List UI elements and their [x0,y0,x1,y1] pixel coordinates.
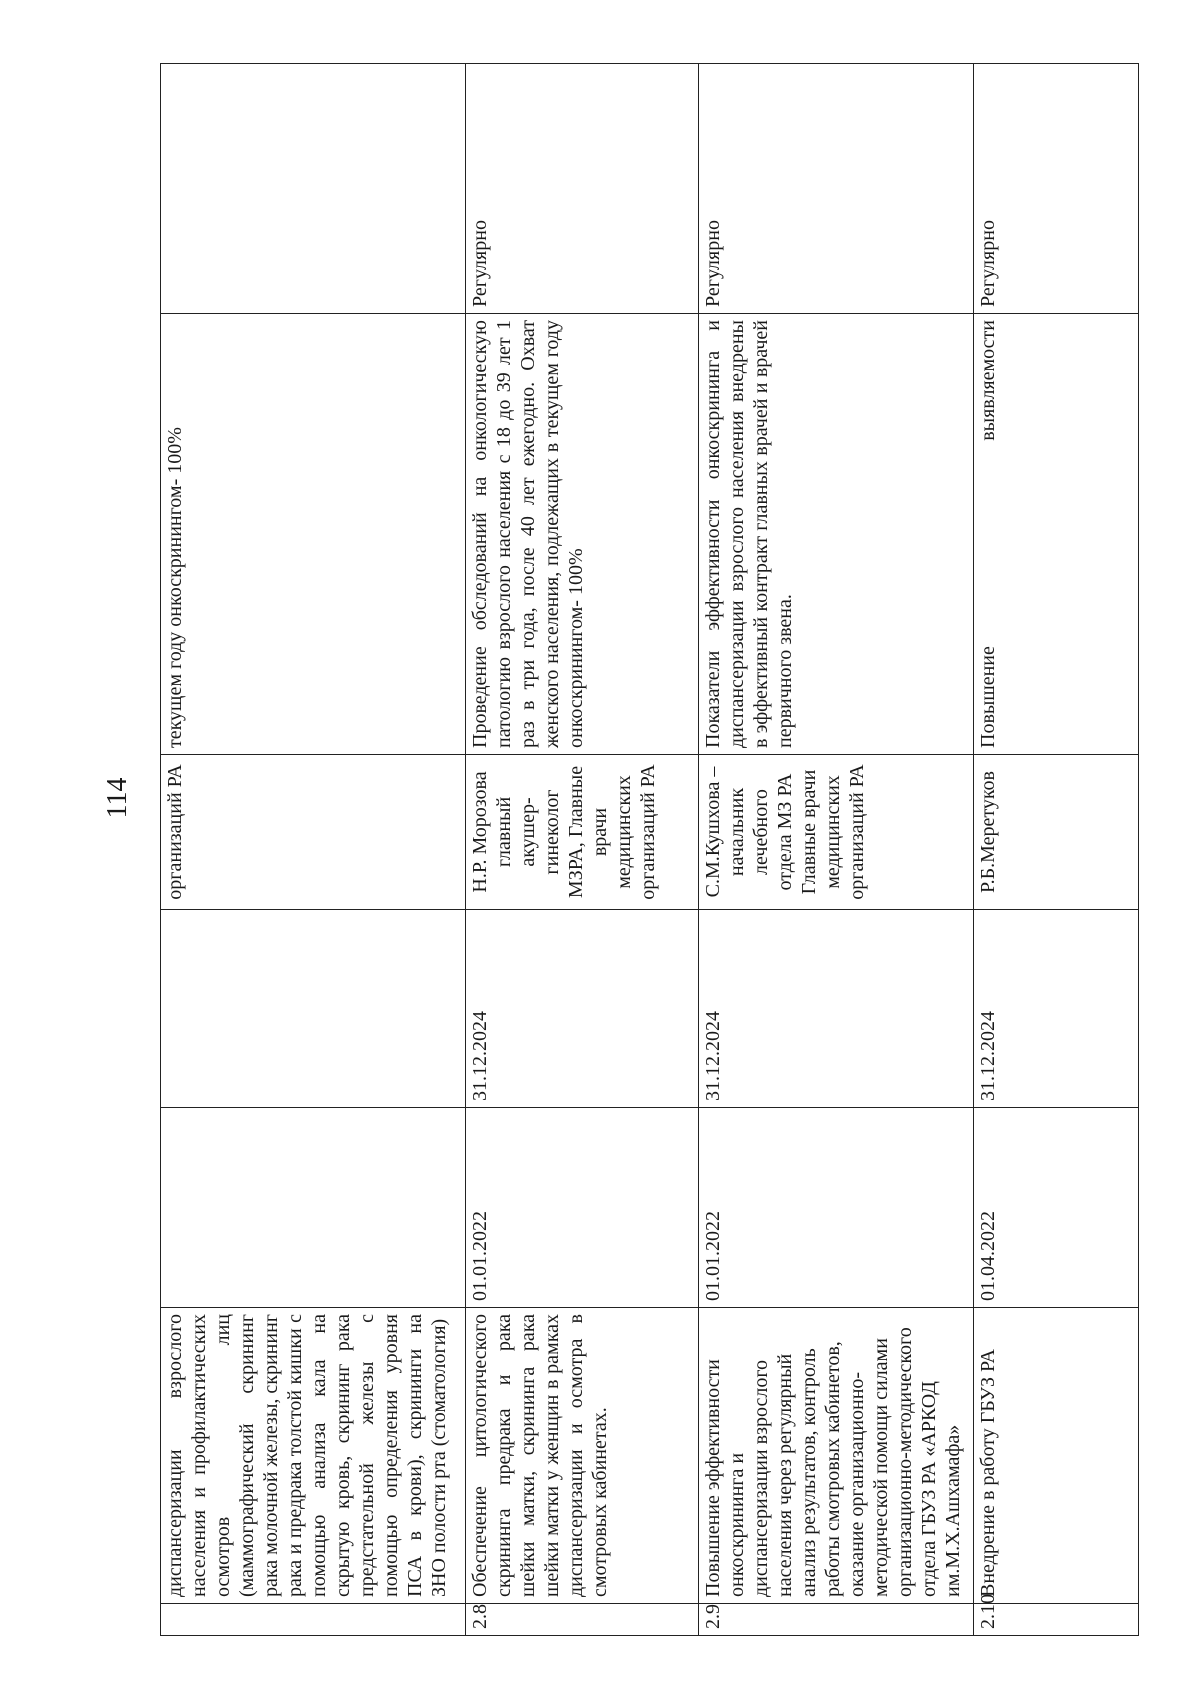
start-date-cell [161,1108,466,1308]
responsible-cell: Н.Р. Морозова главный акушер-гинеколог МЗРА, Главные врачи медицинских организаций РА [466,755,699,910]
start-date-cell: 01.04.2022 [974,1108,1139,1308]
end-date-cell: 31.12.2024 [974,910,1139,1108]
row-number: 2.10 [974,1604,1139,1636]
responsible-cell: С.М.Кушхова – начальник лечебного отдела МЗ РА Главные врачи медицинских организаций РА [699,755,974,910]
end-date-cell: 31.12.2024 [466,910,699,1108]
row-number [161,1604,466,1636]
measure-cell: Обеспечение цитологического скрининга предрака и рака шейки матки, скрининга рака шейки матки у женщин в рамках диспансеризации и осмотра в смотровых кабинетах. [466,1308,699,1604]
table-row [699,64,974,1636]
row-number: 2.9 [699,1604,974,1636]
responsible-cell: Р.Б.Меретуков [974,755,1139,910]
page-number: 114 [102,777,133,819]
rotated-page-content [160,64,1131,1636]
responsible-cell: организаций РА [161,755,466,910]
result-cell: Проведение обследований на онкологическую патологию взрослого населения с 18 до 39 лет 1 раз в три года, после 40 лет ежегодно. Охват женского населения, подлежащих в текущем году онкоскринингом- 100% [466,314,699,755]
result-cell: текущем году онкоскринингом- 100% [161,314,466,755]
row-number: 2.8 [466,1604,699,1636]
measure-cell: Повышение эффективности онкоскрининга и диспансеризации взрослого населения через регулярный анализ результатов, контроль работы смотровых кабинетов, оказание организационно-методической помощи силами организационно-методического отдела ГБУЗ РА «АРКОД им.М.Х.Ашхамафа» [699,1308,974,1604]
table-row [974,64,1139,1636]
frequency-cell [161,64,466,314]
end-date-cell: 31.12.2024 [699,910,974,1108]
result-cell: Показатели эффективности онкоскрининга и диспансеризации взрослого населения внедрены в эффективный контракт главных врачей и врачей первичного звена. [699,314,974,755]
frequency-cell: Регулярно [466,64,699,314]
table-row [466,64,699,1636]
measure-cell: Внедрение в работу ГБУЗ РА [974,1308,1139,1604]
table-row [161,64,466,1636]
frequency-cell: Регулярно [974,64,1139,314]
result-cell: Повышение выявляемости [974,314,1139,755]
measures-table [160,63,1139,1636]
start-date-cell: 01.01.2022 [699,1108,974,1308]
measure-cell: диспансеризации взрослого населения и профилактических осмотров лиц (маммографический скрининг рака молочной железы, скрининг рака и предрака толстой кишки с помощью анализа кала на скрытую кровь, скрининг рака предстательной железы с помощью определения уровня ПСА в крови), скрининги на ЗНО полости рта (стоматология) [161,1308,466,1604]
end-date-cell [161,910,466,1108]
start-date-cell: 01.01.2022 [466,1108,699,1308]
frequency-cell: Регулярно [699,64,974,314]
